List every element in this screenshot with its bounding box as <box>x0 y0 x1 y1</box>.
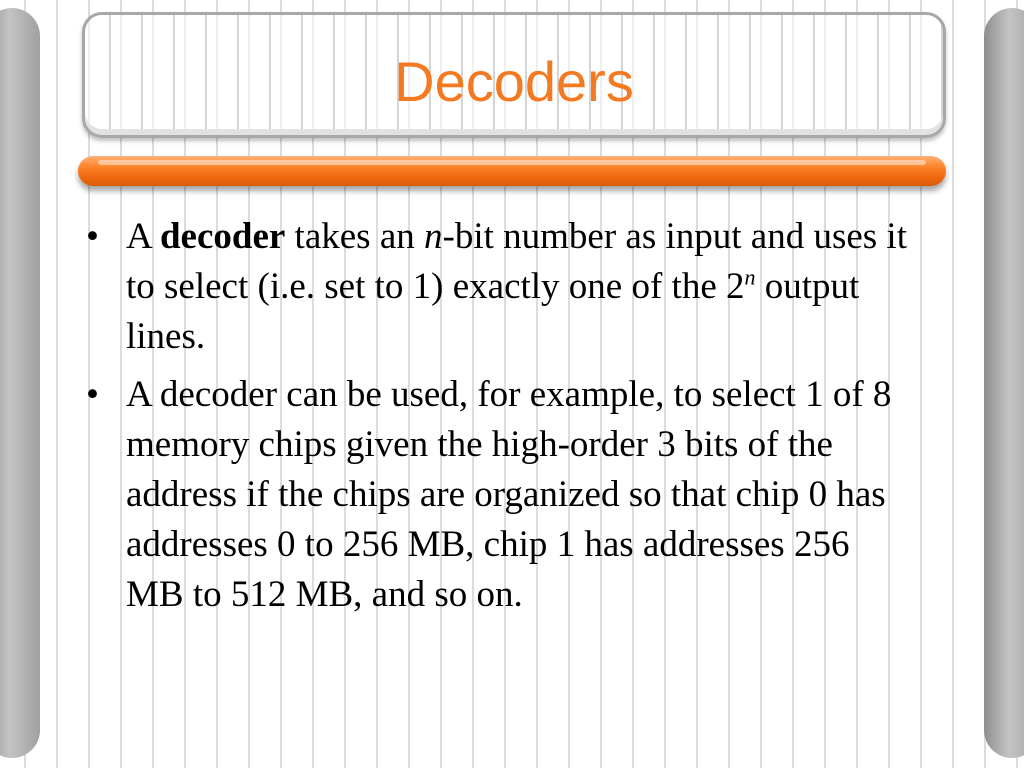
bullet-text-segment: output lines. <box>126 266 860 357</box>
bold-term: decoder <box>159 216 286 257</box>
bullet-text-segment: -bit number as input and uses it to select (i.e. set to 1) exactly one of the 2 <box>126 216 907 307</box>
slide-title: Decoders <box>394 50 634 113</box>
title-divider-bar <box>78 156 946 186</box>
bullet-text-segment: A <box>126 216 160 257</box>
bullet-item <box>84 212 914 362</box>
bullet-item <box>84 370 914 620</box>
bullet-text: A decoder can be used, for example, to select 1 of 8 memory chips given the high-order 3 bits of the address if the chips are organized so that chip 0 has addresses 0 to 256 MB, chip 1 has addresses 256 MB to 512 MB, and so on. <box>126 374 892 615</box>
bullet-list <box>84 212 914 628</box>
left-decorative-bar <box>0 8 40 758</box>
italic-variable: n <box>424 216 443 257</box>
bullet-text-segment: takes an <box>285 216 424 257</box>
bullet-marker: • <box>86 216 99 257</box>
superscript-exponent: n <box>744 264 756 290</box>
right-decorative-bar <box>984 8 1024 758</box>
bullet-marker: • <box>86 374 99 415</box>
